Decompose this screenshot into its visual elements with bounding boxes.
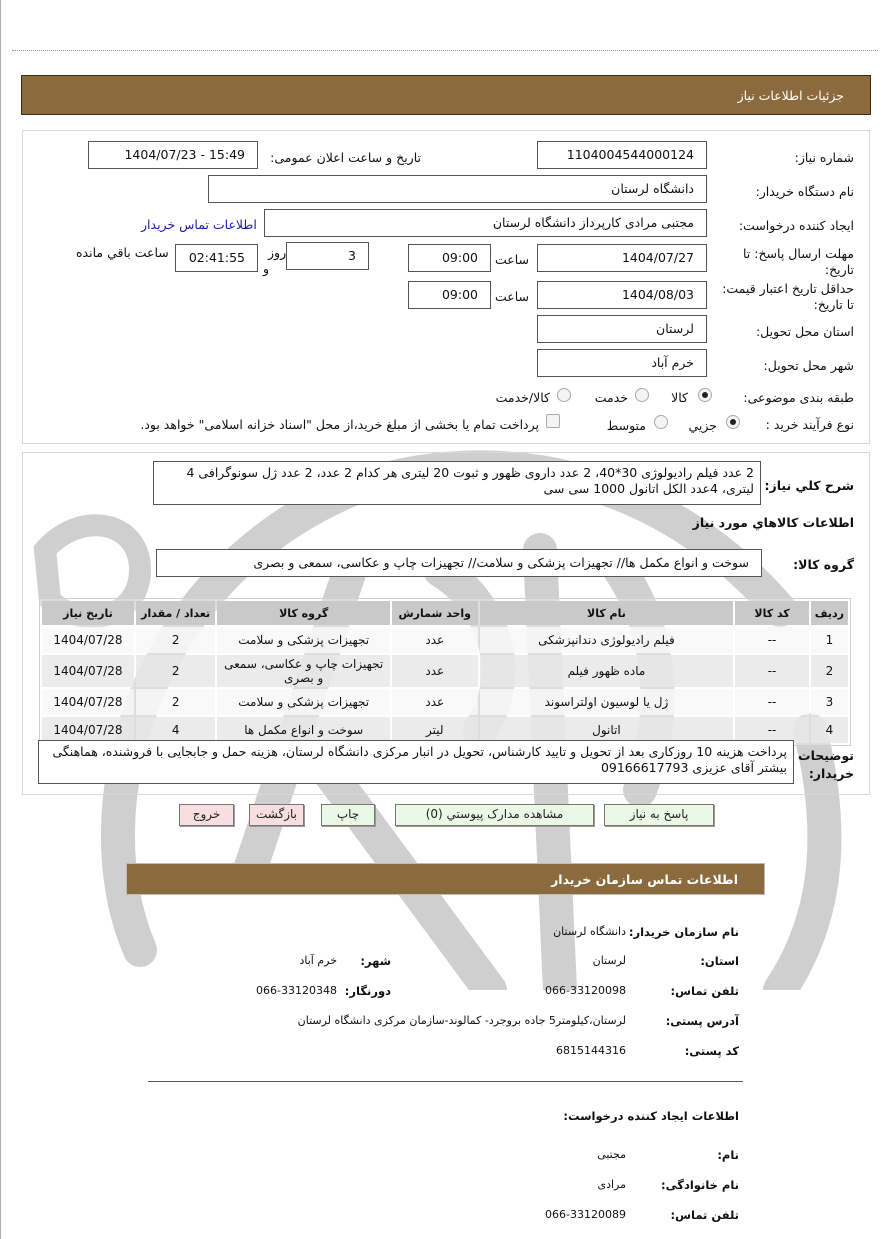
cell-qty: 2 bbox=[136, 627, 216, 653]
days-and-label: و bbox=[263, 261, 270, 276]
days-label: روز bbox=[268, 245, 287, 260]
buyer-notes-box: پرداخت هزینه 10 روزکاری بعد از تحویل و تایید کارشناس، تحویل در انبار مرکزی دانشگاه لرستان، هزینه حمل و جابجایی با فروشنده، هماهنگی بیشتر آقای عزیزی 09166617793 bbox=[38, 740, 794, 784]
validity-time-label: ساعت bbox=[495, 289, 530, 304]
buyer-org-field[interactable]: دانشگاه لرستان bbox=[208, 175, 707, 203]
col-qty: تعداد / مقدار bbox=[136, 601, 216, 625]
cell-date: 1404/07/28 bbox=[42, 627, 134, 653]
requester-first-name-label: نام: bbox=[717, 1148, 739, 1162]
cell-group: تجهیزات چاپ و عکاسی، سمعی و بصری bbox=[217, 655, 390, 687]
contact-city-value: خرم آباد bbox=[299, 954, 337, 967]
days-remaining-field[interactable]: 3 bbox=[286, 242, 369, 270]
cell-unit: عدد bbox=[392, 655, 478, 687]
table-row bbox=[42, 655, 848, 687]
contact-phone-value: 066-33120098 bbox=[545, 984, 626, 997]
validity-label-line2: تا تاریخ: bbox=[813, 297, 854, 312]
buyer-contact-title: اطلاعات تماس سازمان خریدار bbox=[551, 872, 738, 887]
category-radio-goods[interactable] bbox=[698, 388, 712, 402]
cell-name: ماده ظهور فیلم bbox=[480, 655, 734, 687]
cell-row: 1 bbox=[811, 627, 848, 653]
col-name: نام کالا bbox=[480, 601, 734, 625]
cell-code: -- bbox=[735, 689, 808, 715]
cell-name: اتانول bbox=[480, 717, 734, 743]
contact-org-value: دانشگاه لرستان bbox=[553, 925, 626, 938]
cell-name: ژل یا لوسیون اولتراسوند bbox=[480, 689, 734, 715]
deadline-time-field[interactable]: 09:00 bbox=[408, 244, 491, 272]
requester-first-name-value: مجتبی bbox=[597, 1148, 626, 1161]
time-remaining-field[interactable]: 02:41:55 bbox=[175, 244, 258, 272]
time-remaining-label: ساعت باقي مانده bbox=[76, 245, 169, 260]
delivery-province-field[interactable]: لرستان bbox=[537, 315, 707, 343]
col-unit: واحد شمارش bbox=[392, 601, 478, 625]
goods-group-field: سوخت و انواع مکمل ها// تجهیزات پزشکی و سلامت// تجهیزات چاپ و عکاسی، سمعی و بصری bbox=[156, 549, 762, 577]
col-row: ردیف bbox=[811, 601, 848, 625]
creator-label: ایجاد کننده درخواست: bbox=[738, 218, 854, 233]
process-option-medium: متوسط bbox=[606, 418, 646, 433]
contact-fax-label: دورنگار: bbox=[344, 984, 391, 998]
requester-phone-label: تلفن تماس: bbox=[670, 1208, 739, 1222]
col-date: تاریخ نیاز bbox=[42, 601, 134, 625]
goods-info-title: اطلاعات کالاهاي مورد نیاز bbox=[692, 515, 854, 530]
reply-button[interactable]: پاسخ به نیاز bbox=[604, 804, 714, 826]
contact-fax-value: 066-33120348 bbox=[256, 984, 337, 997]
cell-group: تجهیزات پزشکی و سلامت bbox=[217, 627, 390, 653]
page-title: جزئیات اطلاعات نیاز bbox=[737, 88, 844, 103]
page-header bbox=[21, 75, 871, 115]
cell-date: 1404/07/28 bbox=[42, 717, 134, 743]
cell-unit: لیتر bbox=[392, 717, 478, 743]
table-row bbox=[42, 627, 848, 653]
back-button[interactable]: بازگشت bbox=[249, 804, 304, 826]
creator-field[interactable]: مجتبی مرادی کارپرداز دانشگاه لرستان bbox=[264, 209, 707, 237]
requester-title: اطلاعات ایجاد کننده درخواست: bbox=[563, 1109, 739, 1123]
deadline-label-line1: مهلت ارسال پاسخ: تا bbox=[743, 246, 854, 261]
exit-button[interactable]: خروج bbox=[179, 804, 234, 826]
process-option-minor: جزیي bbox=[688, 418, 717, 433]
announce-datetime-field[interactable]: 1404/07/23 - 15:49 bbox=[88, 141, 258, 169]
cell-code: -- bbox=[735, 717, 808, 743]
cell-qty: 2 bbox=[136, 655, 216, 687]
validity-label-line1: حداقل تاریخ اعتبار قیمت: bbox=[722, 281, 854, 296]
table-row bbox=[42, 689, 848, 715]
validity-date-field[interactable]: 1404/08/03 bbox=[537, 281, 707, 309]
announce-label: تاریخ و ساعت اعلان عمومی: bbox=[270, 150, 421, 165]
need-number-label: شماره نیاز: bbox=[794, 150, 854, 165]
treasury-checkbox[interactable] bbox=[546, 414, 560, 428]
buyer-contact-link[interactable]: اطلاعات تماس خریدار bbox=[141, 217, 257, 232]
table-header-row bbox=[42, 601, 848, 625]
requester-last-name-label: نام خانوادگی: bbox=[661, 1178, 739, 1192]
buyer-notes-label-line1: توضیحات bbox=[798, 748, 854, 763]
requester-last-name-value: مرادی bbox=[597, 1178, 626, 1191]
cell-name: فیلم رادیولوژی دندانپزشکی bbox=[480, 627, 734, 653]
cell-date: 1404/07/28 bbox=[42, 655, 134, 687]
contact-address-value: لرستان،کیلومتر5 جاده بروجرد- کمالوند-سازمان مرکزی دانشگاه لرستان bbox=[297, 1014, 626, 1027]
need-number-field[interactable]: 1104004544000124 bbox=[537, 141, 707, 169]
cell-row: 4 bbox=[811, 717, 848, 743]
contact-address-label: آدرس پستی: bbox=[665, 1014, 739, 1028]
cell-qty: 2 bbox=[136, 689, 216, 715]
view-attachments-button[interactable]: مشاهده مدارک پیوستي (0) bbox=[395, 804, 594, 826]
validity-time-field[interactable]: 09:00 bbox=[408, 281, 491, 309]
goods-table bbox=[39, 598, 851, 746]
buyer-org-label: نام دستگاه خریدار: bbox=[755, 184, 854, 199]
deadline-date-field[interactable]: 1404/07/27 bbox=[537, 244, 707, 272]
contact-city-label: شهر: bbox=[360, 954, 391, 968]
category-option-goods: کالا bbox=[671, 390, 688, 405]
category-radio-service[interactable] bbox=[635, 388, 649, 402]
category-option-service: خدمت bbox=[594, 390, 628, 405]
process-type-label: نوع فرآیند خرید : bbox=[765, 417, 854, 432]
contact-org-label: نام سازمان خریدار: bbox=[628, 925, 739, 939]
cell-code: -- bbox=[735, 655, 808, 687]
cell-code: -- bbox=[735, 627, 808, 653]
contact-province-label: استان: bbox=[700, 954, 739, 968]
col-group: گروه کالا bbox=[217, 601, 390, 625]
deadline-time-label: ساعت bbox=[495, 252, 530, 267]
contact-province-value: لرستان bbox=[592, 954, 626, 967]
contact-postal-label: کد پستی: bbox=[684, 1044, 739, 1058]
delivery-city-field[interactable]: خرم آباد bbox=[537, 349, 707, 377]
deadline-label-line2: تاریخ: bbox=[824, 262, 854, 277]
cell-group: سوخت و انواع مکمل ها bbox=[217, 717, 390, 743]
page-left-border bbox=[0, 0, 1, 1239]
buyer-contact-header bbox=[126, 863, 765, 895]
delivery-city-label: شهر محل تحویل: bbox=[763, 358, 854, 373]
cell-qty: 4 bbox=[136, 717, 216, 743]
process-radio-minor[interactable] bbox=[726, 415, 740, 429]
category-label: طبقه بندی موضوعی: bbox=[743, 390, 854, 405]
delivery-province-label: استان محل تحویل: bbox=[755, 324, 854, 339]
cell-row: 3 bbox=[811, 689, 848, 715]
process-radio-medium[interactable] bbox=[654, 415, 668, 429]
contact-phone-label: تلفن تماس: bbox=[670, 984, 739, 998]
print-button[interactable]: چاپ bbox=[321, 804, 375, 826]
requester-phone-value: 066-33120089 bbox=[545, 1208, 626, 1221]
category-radio-goods-service[interactable] bbox=[557, 388, 571, 402]
category-option-goods-service: کالا/خدمت bbox=[495, 390, 550, 405]
cell-unit: عدد bbox=[392, 627, 478, 653]
top-divider bbox=[12, 50, 878, 51]
buyer-notes-label-line2: خریدار: bbox=[808, 766, 854, 781]
col-code: کد کالا bbox=[735, 601, 808, 625]
goods-group-label: گروه کالا: bbox=[793, 557, 854, 572]
contact-divider bbox=[148, 1081, 743, 1082]
cell-row: 2 bbox=[811, 655, 848, 687]
cell-group: تجهیزات پزشکی و سلامت bbox=[217, 689, 390, 715]
contact-postal-value: 6815144316 bbox=[556, 1044, 626, 1057]
description-box: 2 عدد فیلم رادیولوژی 30*40، 2 عدد داروی ظهور و ثبوت 20 لیتری هر کدام 2 عدد، 2 عدد ژل سونوگرافی 4 لیتری، 4عدد الکل اتانول 1000 سی سی bbox=[153, 461, 761, 505]
treasury-checkbox-label: پرداخت تمام یا بخشی از مبلغ خرید،از محل "اسناد خزانه اسلامی" خواهد بود. bbox=[140, 417, 539, 432]
cell-date: 1404/07/28 bbox=[42, 689, 134, 715]
cell-unit: عدد bbox=[392, 689, 478, 715]
description-label: شرح کلي نیاز: bbox=[764, 478, 854, 493]
